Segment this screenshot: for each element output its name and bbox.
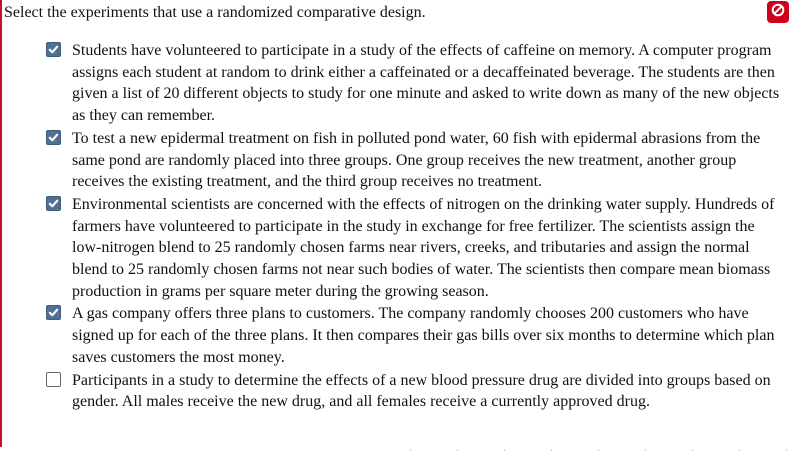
left-error-rule bbox=[0, 0, 2, 451]
option-text: Students have volunteered to participate in a study of the effects of caffeine on memory. A computer program assigns each student at random to drink either a caffeinated or a decaffeinated beverage. The students are then given a list of 20 different objects to study for one minute and asked to write down as many of the new objects as they can remember. bbox=[72, 42, 780, 125]
question-prompt: Select the experiments that use a randomized comparative design. bbox=[4, 4, 426, 21]
checkbox-checked[interactable] bbox=[46, 42, 61, 57]
checkbox-checked[interactable] bbox=[46, 130, 61, 145]
incorrect-status-badge bbox=[767, 1, 789, 23]
prohibited-icon bbox=[771, 3, 785, 22]
option-1[interactable] bbox=[46, 40, 786, 127]
option-text: A gas company offers three plans to customers. The company randomly chooses 200 customers who have signed up for each of the three plans. It then compares their gas bills over six months to determine which plan saves customers the most money. bbox=[72, 305, 775, 366]
option-5[interactable] bbox=[46, 370, 786, 413]
answer-options bbox=[46, 40, 786, 414]
option-text: Environmental scientists are concerned with the effects of nitrogen on the drinking water supply. Hundreds of farmers have volunteered to participate in the study in exchange for free fertilizer. The scientists assign the low-nitrogen blend to 25 randomly chosen farms near rivers, creeks, and tributaries and assign the normal blend to 25 randomly chosen farms not near such bodies of water. The scientists then compare mean biomass production in grams per square meter during the growing season. bbox=[72, 195, 775, 300]
option-text: To test a new epidermal treatment on fish in polluted pond water, 60 fish with epidermal abrasions from the same pond are randomly placed into three groups. One group receives the new treatment, another group receives the existing treatment, and the third group receives no treatment. bbox=[72, 129, 761, 191]
checkbox-checked[interactable] bbox=[46, 305, 61, 320]
option-3[interactable] bbox=[46, 194, 786, 303]
option-4[interactable] bbox=[46, 303, 786, 368]
option-2[interactable] bbox=[46, 128, 786, 193]
checkbox-checked[interactable] bbox=[46, 196, 61, 211]
option-text: Participants in a study to determine the effects of a new blood pressure drug are divided into groups based on gender. All males receive the new drug, and all females receive a currently approved drug. bbox=[72, 371, 771, 411]
checkbox-unchecked[interactable] bbox=[46, 372, 61, 387]
